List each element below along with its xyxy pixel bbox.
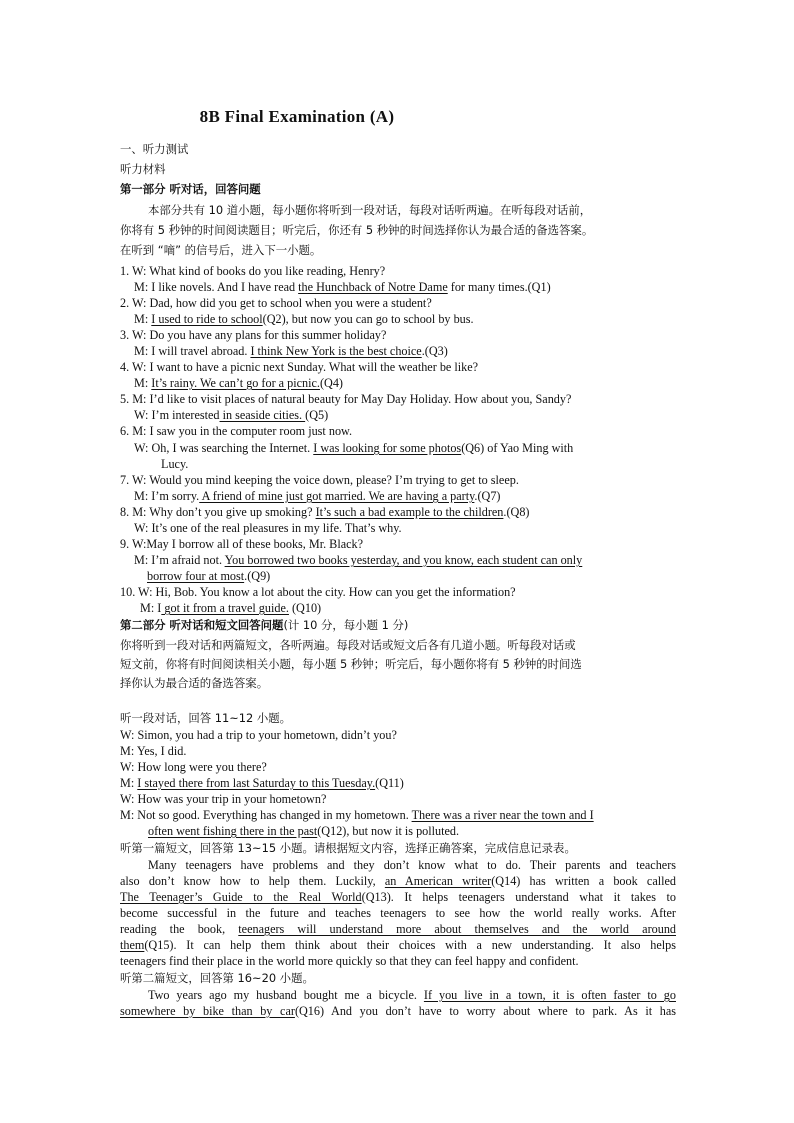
dialogue-line: 5. M: I’d like to visit places of natural beauty for May Day Holiday. How about you, Sandy? — [120, 392, 572, 406]
section-heading: 一、听力测试 — [120, 142, 189, 156]
dialog-heading: 听一段对话，回答 11~12 小题。 — [120, 711, 292, 725]
answer-underline: There was a river near the town and I — [411, 808, 594, 822]
answer-underline: borrow four at most — [147, 569, 245, 583]
dialogue-line: 2. W: Dad, how did you get to school when you were a student? — [120, 296, 432, 310]
dialogue-line: M: I will travel abroad. I think New York is the best choice.(Q3) — [134, 344, 448, 358]
passage-line: Many teenagers have problems and they don’t know what to do. Their parents and teachers — [148, 858, 676, 872]
passage2-heading: 听第二篇短文，回答第 16~20 小题。 — [120, 971, 314, 985]
answer-underline: got it from a travel guide. — [161, 601, 289, 615]
answer-underline: If you live in a town, it is often faster to go — [423, 988, 676, 1002]
passage-line: Two years ago my husband bought me a bicycle. If you live in a town, it is often faster to go — [148, 988, 676, 1002]
answer-underline: often went fishing there in the past — [148, 824, 318, 838]
part2-heading: 第二部分 听对话和短文回答问题(计 10 分，每小题 1 分) — [120, 618, 409, 632]
passage-line: them(Q15). It can help them think about their choices with a new understanding. It also helps — [120, 938, 676, 952]
dialogue-line: borrow four at most.(Q9) — [147, 569, 271, 583]
passage-line: also don’t know how to help them. Luckily, an American writer(Q14) has written a book called — [120, 874, 677, 888]
dialogue-line: 1. W: What kind of books do you like reading, Henry? — [120, 264, 386, 278]
dialogue-line: M: Not so good. Everything has changed in my hometown. There was a river near the town and I — [120, 808, 594, 822]
answer-underline: The Teenager’s Guide to the Real World — [120, 890, 362, 904]
dialogue-line: W: Simon, you had a trip to your hometown, didn’t you? — [120, 728, 397, 742]
part1-intro-line: 在听到 “嘀” 的信号后，进入下一小题。 — [120, 243, 322, 257]
part1-heading: 第一部分 听对话，回答问题 — [120, 182, 261, 196]
dialogue-line: 6. M: I saw you in the computer room just now. — [120, 424, 353, 438]
passage1-heading: 听第一篇短文，回答第 13~15 小题。请根据短文内容，选择正确答案，完成信息记录表。 — [120, 841, 576, 855]
answer-underline: I used to ride to school — [151, 312, 263, 326]
passage-line: The Teenager’s Guide to the Real World(Q13). It helps teenagers understand what it takes to — [120, 890, 676, 904]
dialogue-line: 4. W: I want to have a picnic next Sunday. What will the weather be like? — [120, 360, 479, 374]
answer-underline: an American writer — [384, 874, 492, 888]
dialogue-line: 7. W: Would you mind keeping the voice down, please? I’m trying to get to sleep. — [120, 473, 519, 487]
dialogue-line: M: I like novels. And I have read the Hunchback of Notre Dame for many times.(Q1) — [134, 280, 551, 294]
answer-underline: A friend of mine just got married. We are having a party — [199, 489, 475, 503]
answer-underline: I stayed there from last Saturday to this Tuesday. — [137, 776, 376, 790]
dialogue-line: M: I used to ride to school(Q2), but now you can go to school by bus. — [134, 312, 474, 326]
dialogue-line: M: I’m afraid not. You borrowed two books yesterday, and you know, each student can only — [134, 553, 583, 567]
dialogue-line: 3. W: Do you have any plans for this summer holiday? — [120, 328, 387, 342]
answer-underline: It’s rainy. We can’t go for a picnic. — [151, 376, 320, 390]
passage-line: somewhere by bike than by car(Q16) And you don’t have to worry about where to park. As it has — [120, 1004, 676, 1018]
answer-underline: I think New York is the best choice — [250, 344, 422, 358]
part1-intro-line: 你将有 5 秒钟的时间阅读题目；听完后，你还有 5 秒钟的时间选择你认为最合适的备选答案。 — [120, 223, 594, 237]
part2-intro-line: 短文前，你将有时间阅读相关小题，每小题 5 秒钟；听完后，每小题你将有 5 秒钟的时间选 — [120, 657, 582, 671]
part2-intro-line: 你将听到一段对话和两篇短文，各听两遍。每段对话或短文后各有几道小题。听每段对话或 — [120, 638, 576, 652]
answer-underline: in seaside cities. — [219, 408, 306, 422]
dialogue-line: W: Oh, I was searching the Internet. I was looking for some photos(Q6) of Yao Ming with — [134, 441, 574, 455]
material-heading: 听力材料 — [120, 162, 166, 176]
answer-underline: You borrowed two books yesterday, and you know, each student can only — [224, 553, 583, 567]
passage-line: reading the book, teenagers will understand more about themselves and the world around — [120, 922, 677, 936]
dialogue-line: M: I stayed there from last Saturday to this Tuesday.(Q11) — [120, 776, 404, 790]
dialogue-line: W: It’s one of the real pleasures in my life. That’s why. — [134, 521, 402, 535]
dialogue-line: M: It’s rainy. We can’t go for a picnic.(Q4) — [134, 376, 343, 390]
answer-underline: teenagers will understand more about themselves and the world around — [238, 922, 677, 936]
answer-underline: It’s such a bad example to the children — [315, 505, 504, 519]
passage-line: become successful in the future and teaches teenagers to see how the world really works. After — [120, 906, 676, 920]
dialogue-line: M: I’m sorry. A friend of mine just got married. We are having a party.(Q7) — [134, 489, 501, 503]
answer-underline: the Hunchback of Notre Dame — [298, 280, 448, 294]
dialogue-line: Lucy. — [161, 457, 189, 471]
dialogue-line: M: I got it from a travel guide. (Q10) — [140, 601, 322, 615]
dialogue-line: 9. W:May I borrow all of these books, Mr. Black? — [120, 537, 364, 551]
passage-line: teenagers find their place in the world more quickly so that they can feel happy and confident. — [120, 954, 579, 968]
dialogue-line: M: Yes, I did. — [120, 744, 187, 758]
answer-underline: I was looking for some photos — [313, 441, 462, 455]
answer-underline: somewhere by bike than by car — [120, 1004, 295, 1018]
dialogue-line: 10. W: Hi, Bob. You know a lot about the city. How can you get the information? — [120, 585, 516, 599]
dialogue-line: W: I’m interested in seaside cities. (Q5) — [134, 408, 329, 422]
part2-intro-line: 择你认为最合适的备选答案。 — [120, 676, 269, 690]
dialogue-line: W: How was your trip in your hometown? — [120, 792, 327, 806]
answer-underline: them — [120, 938, 145, 952]
page-title: 8B Final Examination (A) — [199, 107, 395, 126]
dialogue-line: W: How long were you there? — [120, 760, 267, 774]
dialogue-line: often went fishing there in the past(Q12), but now it is polluted. — [148, 824, 460, 838]
part1-intro-line: 本部分共有 10 道小题，每小题你将听到一段对话，每段对话听两遍。在听每段对话前， — [148, 203, 592, 217]
dialogue-line: 8. M: Why don’t you give up smoking? It’s such a bad example to the children.(Q8) — [120, 505, 530, 519]
